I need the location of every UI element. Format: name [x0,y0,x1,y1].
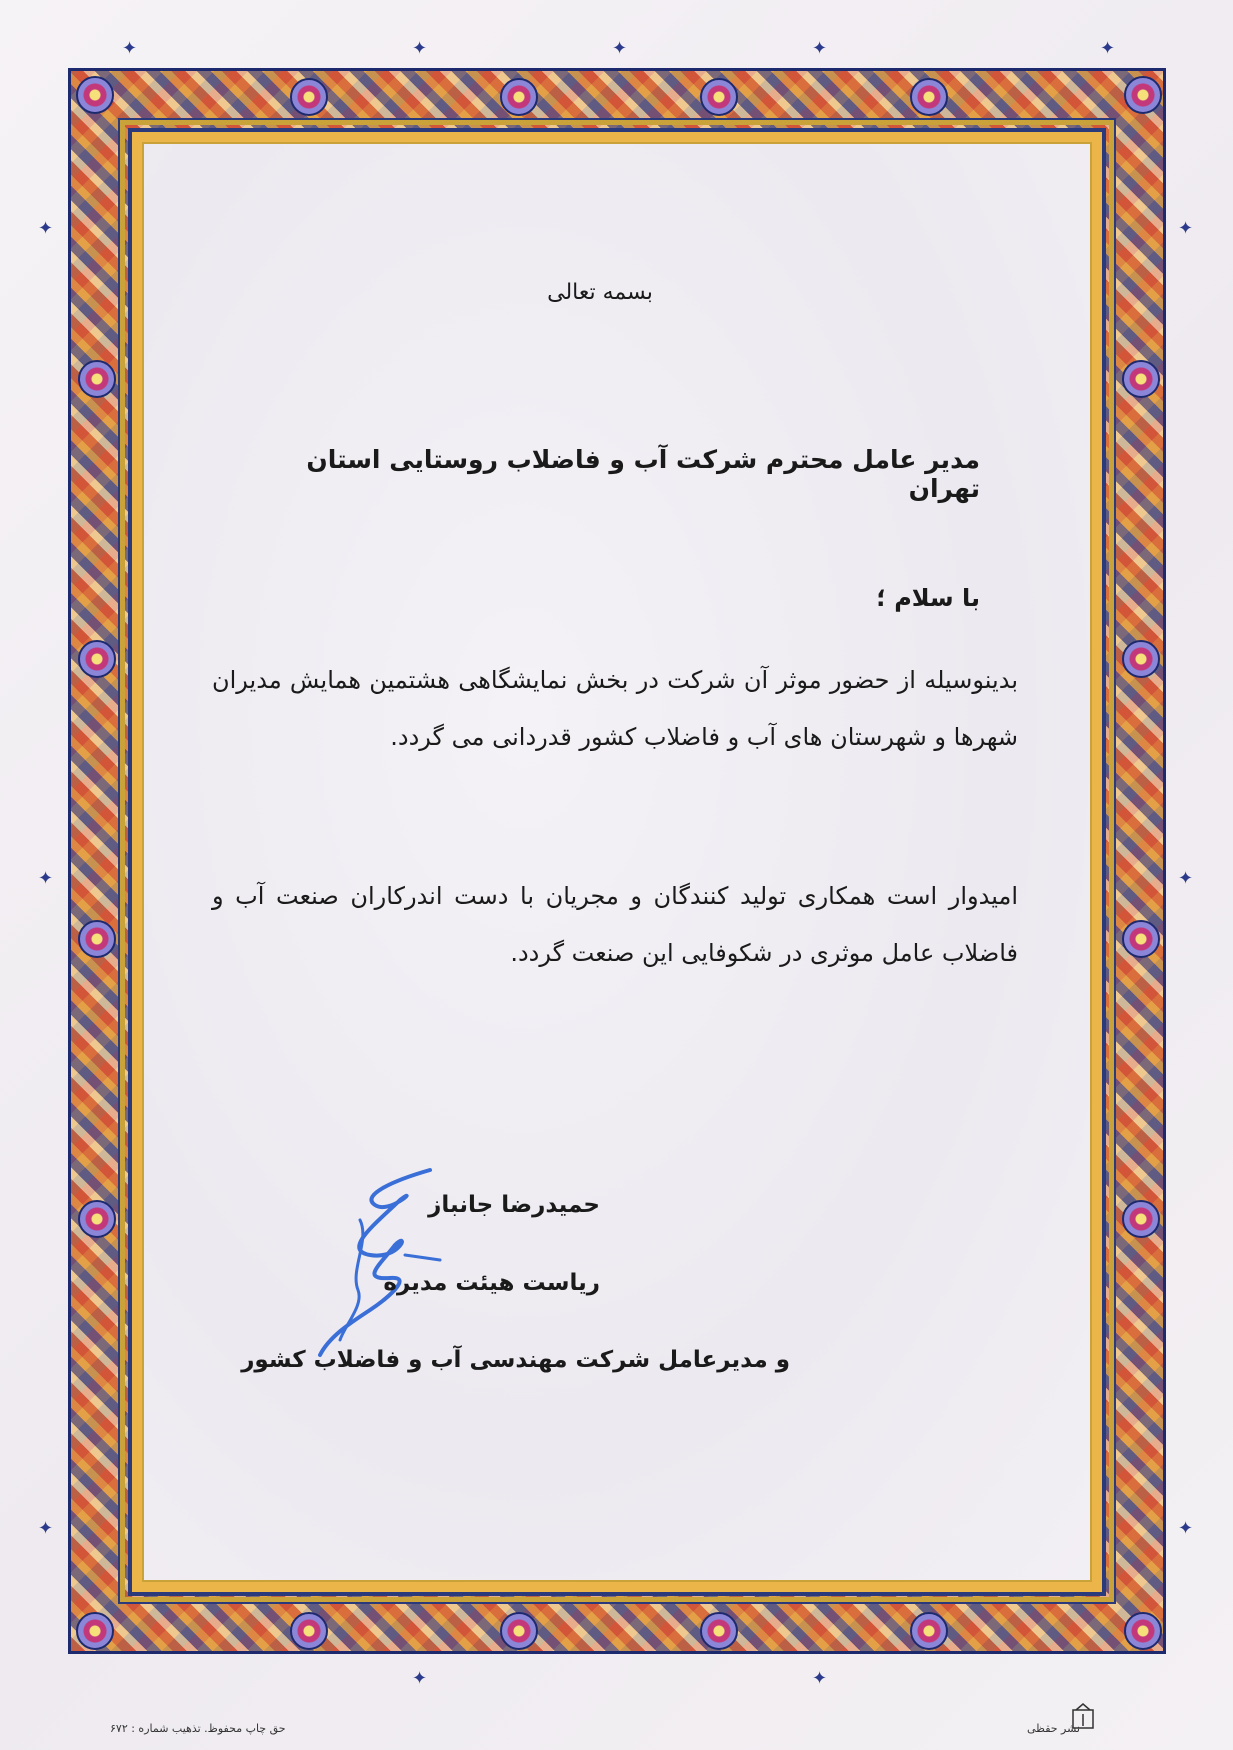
ornament-spike-icon: ✦ [1178,868,1194,889]
rosette-icon [1124,76,1162,114]
body-paragraph-1: بدینوسیله از حضور موثر آن شرکت در بخش نمایشگاهی هشتمین همایش مدیران شهرها و شهرستان های آب و فاضلاب کشور قدردانی می گردد. [212,666,1018,751]
ornament-spike-icon: ✦ [1100,38,1116,59]
ornament-spike-icon: ✦ [1178,218,1194,239]
ornament-spike-icon: ✦ [812,1668,828,1689]
ornament-spike-icon: ✦ [1178,1518,1194,1539]
rosette-icon [1122,920,1160,958]
rosette-icon [500,78,538,116]
rosette-icon [910,1612,948,1650]
rosette-icon [78,1200,116,1238]
ornament-spike-icon: ✦ [612,38,628,59]
ornament-spike-icon: ✦ [38,218,54,239]
publisher-logo-icon [1070,1702,1096,1732]
rosette-icon [1122,360,1160,398]
footer-publisher: نشر حقظی [1027,1722,1080,1735]
signatory-name: حمیدرضا جانباز [428,1192,600,1218]
rosette-icon [1122,640,1160,678]
rosette-icon [910,78,948,116]
ornament-spike-icon: ✦ [122,38,138,59]
rosette-icon [76,76,114,114]
rosette-icon [700,78,738,116]
rosette-icon [500,1612,538,1650]
rosette-icon [290,78,328,116]
rosette-icon [1122,1200,1160,1238]
ornament-spike-icon: ✦ [38,868,54,889]
rosette-icon [290,1612,328,1650]
footer-copyright: حق چاپ محفوظ. تذهیب شماره : ۶۷۲ [110,1722,286,1735]
ornament-spike-icon: ✦ [38,1518,54,1539]
signatory-title-1: ریاست هیئت مدیره [383,1270,600,1296]
rosette-icon [78,640,116,678]
invocation-heading: بسمه تعالی [547,280,653,305]
ornament-spike-icon: ✦ [412,1668,428,1689]
signatory-title-2: و مدیرعامل شرکت مهندسی آب و فاضلاب کشور [241,1347,790,1373]
rosette-icon [1124,1612,1162,1650]
handwritten-signature [300,1160,460,1360]
rosette-icon [78,360,116,398]
rosette-icon [700,1612,738,1650]
body-paragraph-2: امیدوار است همکاری تولید کنندگان و مجریان با دست اندرکاران صنعت آب و فاضلاب عامل موثری در شکوفایی این صنعت گردد. [212,882,1018,967]
ornament-spike-icon: ✦ [812,38,828,59]
rosette-icon [76,1612,114,1650]
greeting-line: با سلام ؛ [876,584,980,612]
ornament-spike-icon: ✦ [412,38,428,59]
recipient-line: مدیر عامل محترم شرکت آب و فاضلاب روستایی استان تهران [306,445,980,503]
rosette-icon [78,920,116,958]
